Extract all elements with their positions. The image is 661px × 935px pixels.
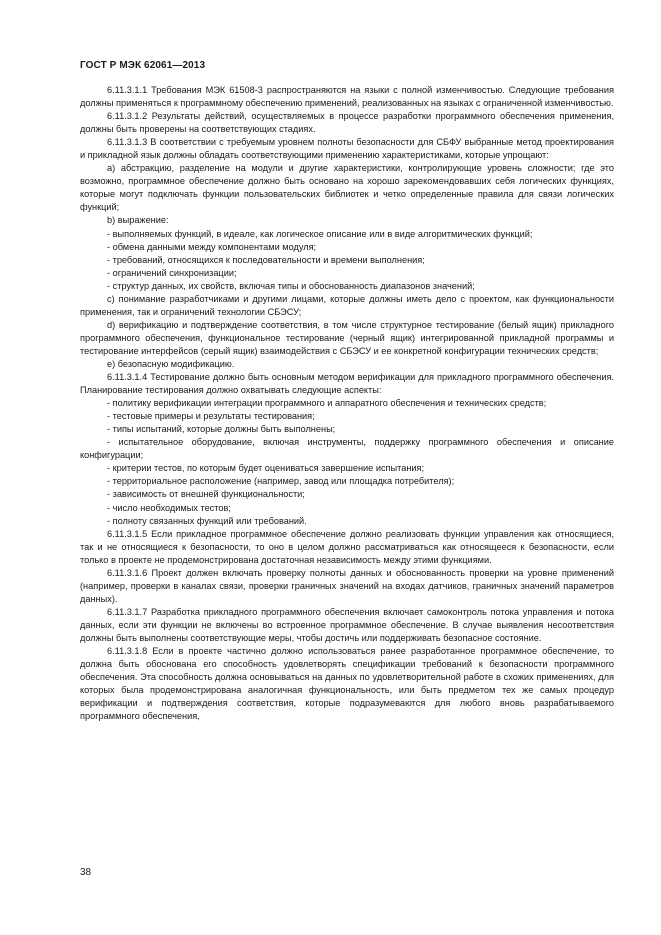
- paragraph-6-11-3-1-7: 6.11.3.1.7 Разработка прикладного программного обеспечения включает самоконтроль потока управления и потока данных, если эти функции не включены во встроенное программное обеспечение. В случае выявления несоответствия должны быть выполнены соответствующие меры, чтобы достичь или поддерживать безопасное состояние.: [80, 606, 614, 643]
- test-aspect-4: - испытательное оборудование, включая инструменты, поддержку программного обеспечения и описание конфигурации;: [80, 437, 614, 461]
- paragraph-6-11-3-1-4: 6.11.3.1.4 Тестирование должно быть основным методом верификации для прикладного программного обеспечения. Планирование тестирования должно охватывать следующие аспекты:: [80, 372, 614, 396]
- list-item-d: d) верификацию и подтверждение соответствия, в том числе структурное тестирование (белый ящик) прикладного программного обеспечения, функциональное тестирование (черный ящик) интегрированной прикладной программы и тестирование интерфейсов (серый ящик) взаимодействия с СБЭСУ и ее конкретной конфигурации технических средств;: [80, 319, 614, 356]
- test-aspect-6: - территориальное расположение (например, завод или площадка потребителя);: [107, 476, 455, 487]
- list-item-b-3: - требований, относящихся к последовательности и времени выполнения;: [107, 254, 425, 265]
- document-header: ГОСТ Р МЭК 62061—2013: [80, 60, 206, 71]
- test-aspect-9: - полноту связанных функций или требований.: [107, 515, 307, 526]
- paragraph-6-11-3-1-6: 6.11.3.1.6 Проект должен включать проверку полноты данных и обоснованность проверки на уровне применений (например, проверки в каналах связи, проверки граничных значений на входах датчиков, граничных значений параметров данных).: [80, 567, 614, 604]
- list-item-c: c) понимание разработчиками и другими лицами, которые должны иметь дело с проектом, как функциональности применения, так и ограничений технологии СБЭСУ;: [80, 293, 614, 317]
- list-item-a: a) абстракцию, разделение на модули и другие характеристики, контролирующие уровень сложности; где это возможно, программное обеспечение должно быть основано на хорошо зарекомендовавших себя логических функциях, которые могут подключать функции пользовательских библиотек и четко определенные правила для связи логических функций;: [80, 163, 614, 213]
- document-body: [80, 84, 614, 723]
- list-item-b-1: - выполняемых функций, в идеале, как логическое описание или в виде алгоритмических функций;: [107, 228, 533, 239]
- list-item-e: e) безопасную модификацию.: [107, 358, 235, 369]
- test-aspect-7: - зависимость от внешней функциональности;: [107, 489, 305, 500]
- page-number: 38: [80, 867, 92, 878]
- test-aspect-5: - критерии тестов, по которым будет оцениваться завершение испытания;: [107, 463, 425, 474]
- test-aspect-1: - политику верификации интеграции программного и аппаратного обеспечения и технических средств;: [107, 398, 547, 409]
- test-aspect-2: - тестовые примеры и результаты тестирования;: [107, 411, 315, 422]
- test-aspect-3: - типы испытаний, которые должны быть выполнены;: [107, 424, 336, 435]
- list-item-b-4: - ограничений синхронизации;: [107, 267, 237, 278]
- paragraph-6-11-3-1-5: 6.11.3.1.5 Если прикладное программное обеспечение должно реализовать функции управления как относящиеся, так и не относящиеся к безопасности, то оно в целом должно рассматриваться как относящееся к безопасности, если только в проекте не продемонстрирована достаточная независимость между этими функциями.: [80, 528, 614, 565]
- paragraph-6-11-3-1-1: 6.11.3.1.1 Требования МЭК 61508-3 распространяются на языки с полной изменчивостью. Следующие требования должны применяться к программному обеспечению применений, реализованных на языках с ограниченной изменчивостью.: [80, 85, 614, 109]
- paragraph-6-11-3-1-8: 6.11.3.1.8 Если в проекте частично должно использоваться ранее разработанное программное обеспечение, то должна быть обоснована его способность удовлетворять спецификации требований к безопасности программного обеспечения. Эта способность должна основываться на данных по удовлетворительной работе в схожих применениях, для которых была продемонстрирована аналогичная функциональность, или быть предметом тех же самых процедур верификации и подтверждения соответствия, которые подразумеваются для любого вновь разрабатываемого программного обеспечения,: [80, 646, 614, 722]
- list-item-b: b) выражение:: [107, 215, 169, 226]
- paragraph-6-11-3-1-3: 6.11.3.1.3 В соответствии с требуемым уровнем полноты безопасности для СБФУ выбранные метод проектирования и прикладной язык должны обладать соответствующими применению характеристиками, которые упрощают:: [80, 137, 614, 161]
- list-item-b-2: - обмена данными между компонентами модуля;: [107, 241, 317, 252]
- test-aspect-8: - число необходимых тестов;: [107, 502, 231, 513]
- list-item-b-5: - структур данных, их свойств, включая типы и обоснованность диапазонов значений;: [107, 280, 475, 291]
- paragraph-6-11-3-1-2: 6.11.3.1.2 Результаты действий, осуществляемых в процессе разработки программного обеспечения применения, должны быть проверены на соответствующих стадиях.: [80, 111, 614, 135]
